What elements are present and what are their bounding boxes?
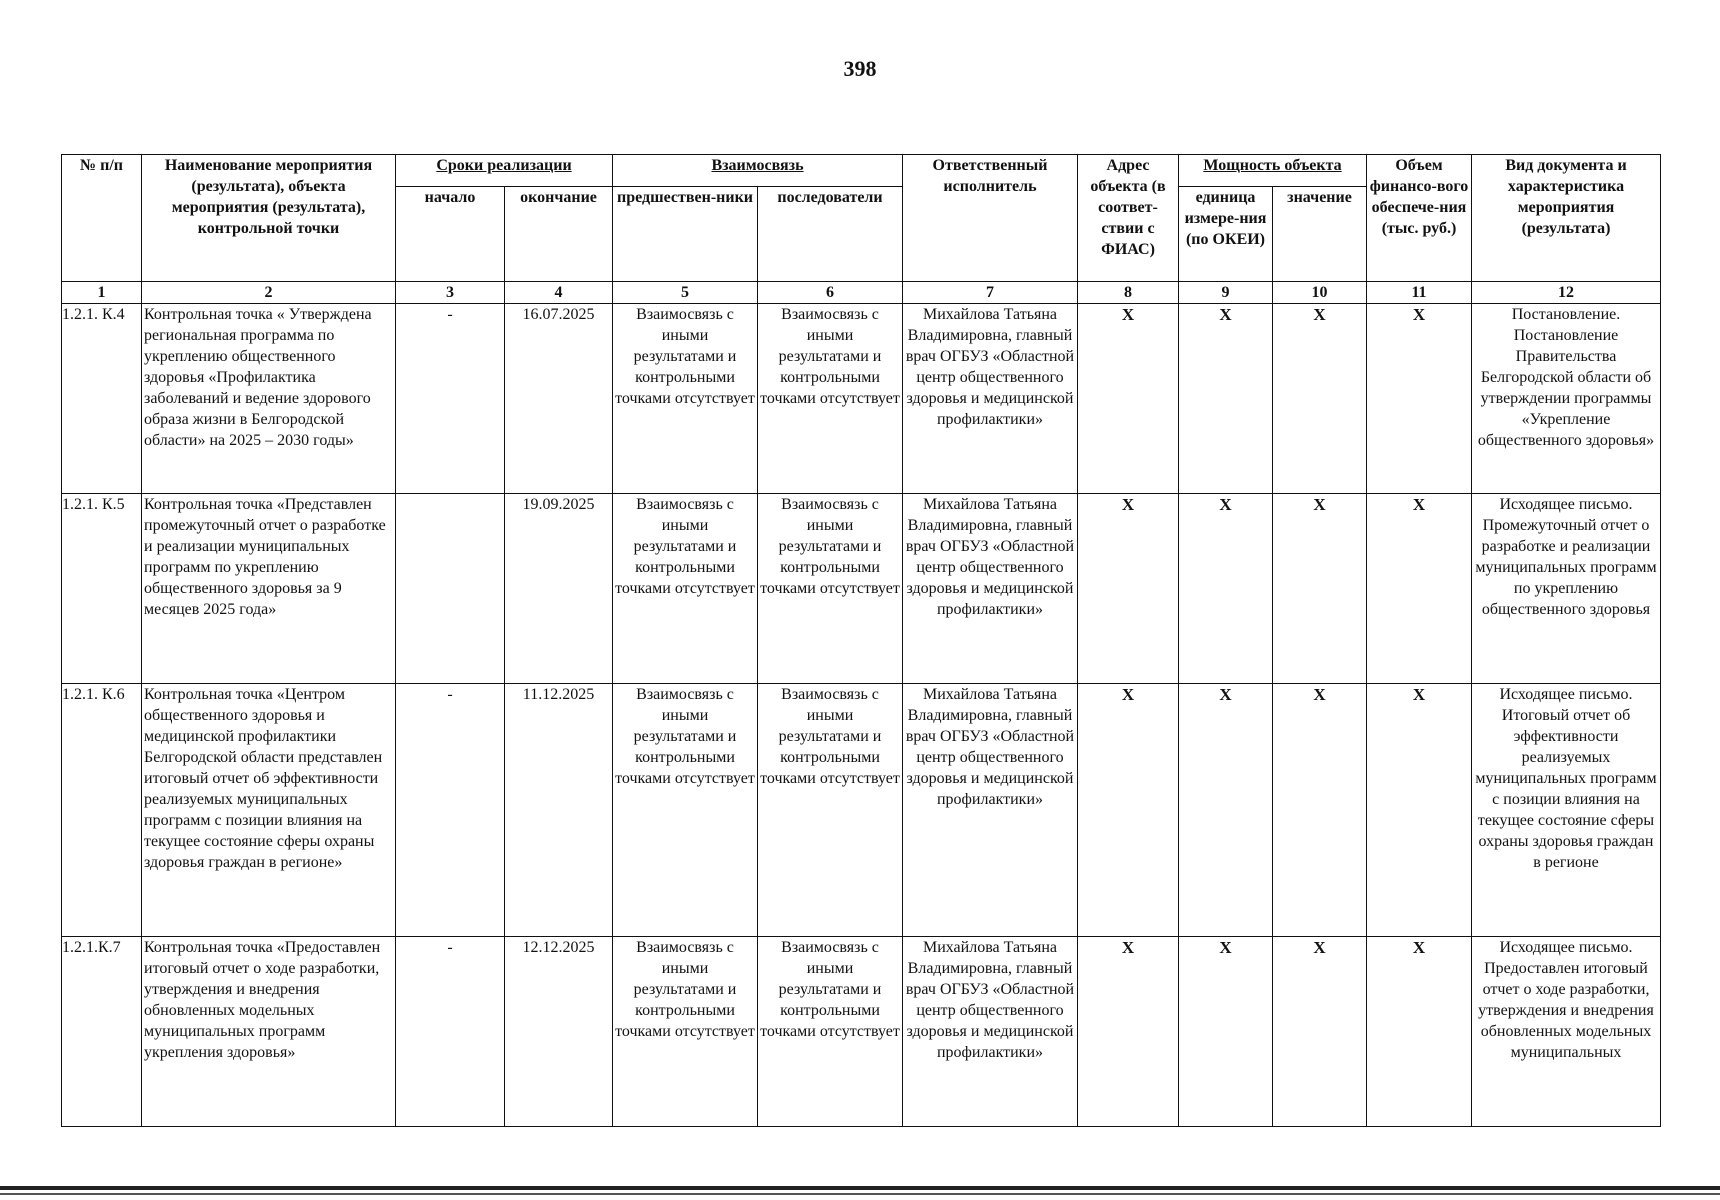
row-predecessors: Взаимосвязь с иными результатами и контрольными точками отсутствует [613,304,758,494]
row-predecessors: Взаимосвязь с иными результатами и контрольными точками отсутствует [613,494,758,684]
row-number: 1.2.1. К.5 [62,494,142,684]
column-number: 8 [1078,282,1179,304]
column-number: 10 [1273,282,1367,304]
row-unit: Х [1179,494,1273,684]
row-number: 1.2.1. К.4 [62,304,142,494]
table-row [62,304,1661,494]
row-value: Х [1273,684,1367,937]
row-successors: Взаимосвязь с иными результатами и контрольными точками отсутствует [758,494,903,684]
row-name: Контрольная точка «Центром общественного здоровья и медицинской профилактики Белгородской области представлен итоговый отчет об эффективности реализуемых муниципальных программ с позиции влияния на текущее состояние сферы охраны здоровья граждан в регионе» [142,684,396,937]
row-responsible: Михайлова Татьяна Владимировна, главный врач ОГБУЗ «Областной центр общественного здоровья и медицинской профилактики» [903,937,1078,1127]
row-end: 12.12.2025 [505,937,613,1127]
row-value: Х [1273,937,1367,1127]
row-funding: Х [1367,304,1472,494]
row-address: Х [1078,494,1179,684]
row-number: 1.2.1. К.6 [62,684,142,937]
header-capacity: Мощность объекта [1179,155,1367,187]
table-row [62,494,1661,684]
row-successors: Взаимосвязь с иными результатами и контрольными точками отсутствует [758,684,903,937]
row-predecessors: Взаимосвязь с иными результатами и контрольными точками отсутствует [613,684,758,937]
row-start: - [396,684,505,937]
row-doc: Исходящее письмо. Предоставлен итоговый отчет о ходе разработки, утверждения и внедрения обновленных модельных муниципальных [1472,937,1661,1127]
header-relation: Взаимосвязь [613,155,903,187]
row-successors: Взаимосвязь с иными результатами и контрольными точками отсутствует [758,937,903,1127]
header-unit: единица измере-ния (по ОКЕИ) [1179,187,1273,282]
row-name: Контрольная точка «Предоставлен итоговый отчет о ходе разработки, утверждения и внедрения обновленных модельных муниципальных программ укрепления здоровья» [142,937,396,1127]
row-value: Х [1273,494,1367,684]
row-responsible: Михайлова Татьяна Владимировна, главный врач ОГБУЗ «Областной центр общественного здоровья и медицинской профилактики» [903,684,1078,937]
row-unit: Х [1179,304,1273,494]
column-number: 6 [758,282,903,304]
header-start: начало [396,187,505,282]
row-start: - [396,304,505,494]
row-doc: Исходящее письмо. Промежуточный отчет о разработке и реализации муниципальных программ по укреплению общественного здоровья [1472,494,1661,684]
row-funding: Х [1367,937,1472,1127]
row-end: 16.07.2025 [505,304,613,494]
header-row-top [62,155,1661,187]
table-row [62,684,1661,937]
header-value: значение [1273,187,1367,282]
column-number: 5 [613,282,758,304]
header-num: № п/п [62,155,142,282]
scan-edge-line-secondary [0,1193,1720,1195]
header-name: Наименование мероприятия (результата), объекта мероприятия (результата), контрольной точки [142,155,396,282]
row-predecessors: Взаимосвязь с иными результатами и контрольными точками отсутствует [613,937,758,1127]
header-address: Адрес объекта (в соответ-ствии с ФИАС) [1078,155,1179,282]
row-unit: Х [1179,684,1273,937]
row-value: Х [1273,304,1367,494]
header-responsible: Ответственный исполнитель [903,155,1078,282]
scan-edge-line [0,1186,1720,1190]
row-name: Контрольная точка « Утверждена региональная программа по укреплению общественного здоровья «Профилактика заболеваний и ведение здорового образа жизни в Белгородской области» на 2025 – 2030 годы» [142,304,396,494]
row-address: Х [1078,684,1179,937]
header-predecessors: предшествен-ники [613,187,758,282]
page-number: 398 [843,56,877,81]
row-funding: Х [1367,494,1472,684]
row-address: Х [1078,937,1179,1127]
column-number: 3 [396,282,505,304]
header-funding: Объем финансо-вого обеспече-ния (тыс. руб.) [1367,155,1472,282]
column-number: 4 [505,282,613,304]
column-number: 9 [1179,282,1273,304]
row-responsible: Михайлова Татьяна Владимировна, главный врач ОГБУЗ «Областной центр общественного здоровья и медицинской профилактики» [903,304,1078,494]
row-address: Х [1078,304,1179,494]
row-number: 1.2.1.К.7 [62,937,142,1127]
row-start: - [396,937,505,1127]
table-row [62,937,1661,1127]
row-funding: Х [1367,684,1472,937]
row-unit: Х [1179,937,1273,1127]
row-end: 19.09.2025 [505,494,613,684]
column-number: 12 [1472,282,1661,304]
column-number-row [62,282,1661,304]
column-number: 1 [62,282,142,304]
row-doc: Исходящее письмо. Итоговый отчет об эффективности реализуемых муниципальных программ с позиции влияния на текущее состояние сферы охраны здоровья граждан в регионе [1472,684,1661,937]
plan-table [61,154,1661,1127]
row-successors: Взаимосвязь с иными результатами и контрольными точками отсутствует [758,304,903,494]
column-number: 2 [142,282,396,304]
column-number: 7 [903,282,1078,304]
row-start [396,494,505,684]
row-responsible: Михайлова Татьяна Владимировна, главный врач ОГБУЗ «Областной центр общественного здоровья и медицинской профилактики» [903,494,1078,684]
row-doc: Постановление. Постановление Правительства Белгородской области об утверждении программы «Укрепление общественного здоровья» [1472,304,1661,494]
row-end: 11.12.2025 [505,684,613,937]
column-number: 11 [1367,282,1472,304]
header-terms: Сроки реализации [396,155,613,187]
row-name: Контрольная точка «Представлен промежуточный отчет о разработке и реализации муниципальных программ по укреплению общественного здоровья за 9 месяцев 2025 года» [142,494,396,684]
header-successors: последователи [758,187,903,282]
header-end: окончание [505,187,613,282]
header-doc-type: Вид документа и характеристика мероприятия (результата) [1472,155,1661,282]
